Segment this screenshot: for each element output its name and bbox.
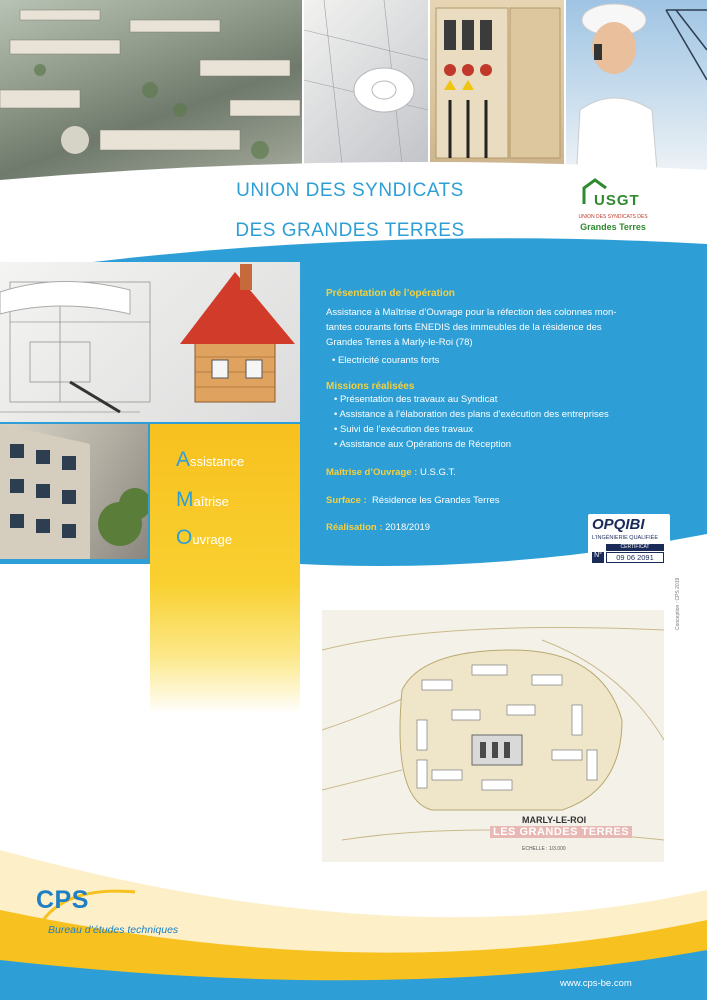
page-title-line2: DES GRANDES TERRES bbox=[235, 220, 465, 241]
usgt-letters: USGT bbox=[594, 192, 640, 209]
missions-heading: Missions réalisées bbox=[326, 381, 415, 392]
amo-maitrise: Maîtrise bbox=[176, 488, 229, 511]
design-credit: Conception : CPS 2019 bbox=[675, 577, 681, 630]
opqibi-brand: OPQIBI bbox=[592, 516, 645, 533]
plan-scale: ECHELLE : 1/3.000 bbox=[522, 846, 566, 852]
usgt-name: Grandes Terres bbox=[580, 222, 646, 232]
realisation-row: Réalisation : 2018/2019 bbox=[326, 522, 431, 533]
presentation-bullet: • Electricité courants forts bbox=[332, 355, 440, 366]
mission-item: • Présentation des travaux au Syndicat bbox=[334, 394, 498, 405]
amo-ouvrage: Ouvrage bbox=[176, 526, 233, 549]
cps-logo-text: CPS bbox=[36, 886, 89, 914]
opqibi-number: 09 06 2091 bbox=[606, 552, 664, 563]
opqibi-number-prefix: N° bbox=[592, 552, 604, 563]
opqibi-tagline: L’INGÉNIERIE QUALIFIÉE bbox=[592, 535, 659, 541]
photo-house-on-plans bbox=[0, 262, 300, 422]
plan-subtitle: LES GRANDES TERRES bbox=[490, 826, 632, 838]
amo-assistance: Assistance bbox=[176, 448, 245, 471]
opqibi-certificat-label: CERTIFICAT bbox=[606, 544, 664, 551]
usgt-logo bbox=[578, 178, 648, 240]
mission-item: • Assistance aux Opérations de Réception bbox=[334, 439, 512, 450]
site-plan-map bbox=[322, 610, 664, 862]
usgt-subtitle: UNION DES SYNDICATS DES bbox=[578, 214, 648, 220]
cps-tagline: Bureau d’études techniques bbox=[48, 924, 179, 936]
photo-apartment-building bbox=[0, 424, 148, 559]
presentation-text: Assistance à Maîtrise d’Ouvrage pour la réfection des colonnes mon- tantes courants forts ENEDIS des immeubles de la résidence des Grandes Terres à Marly-le-Roi (78) bbox=[326, 307, 617, 348]
surface-row: Surface : Résidence les Grandes Terres bbox=[326, 495, 500, 506]
website-link[interactable]: www.cps-be.com bbox=[560, 978, 632, 989]
mission-item: • Suivi de l’exécution des travaux bbox=[334, 424, 474, 435]
plan-title: MARLY-LE-ROI bbox=[522, 815, 587, 825]
maitrise-ouvrage-row: Maîtrise d’Ouvrage : U.S.G.T. bbox=[326, 467, 456, 478]
opqibi-certification-badge bbox=[588, 514, 670, 566]
presentation-heading: Présentation de l’opération bbox=[326, 288, 455, 299]
mission-item: • Assistance à l’élaboration des plans d’exécution des entreprises bbox=[334, 409, 609, 420]
page-title-line1: UNION DES SYNDICATS bbox=[236, 180, 464, 201]
